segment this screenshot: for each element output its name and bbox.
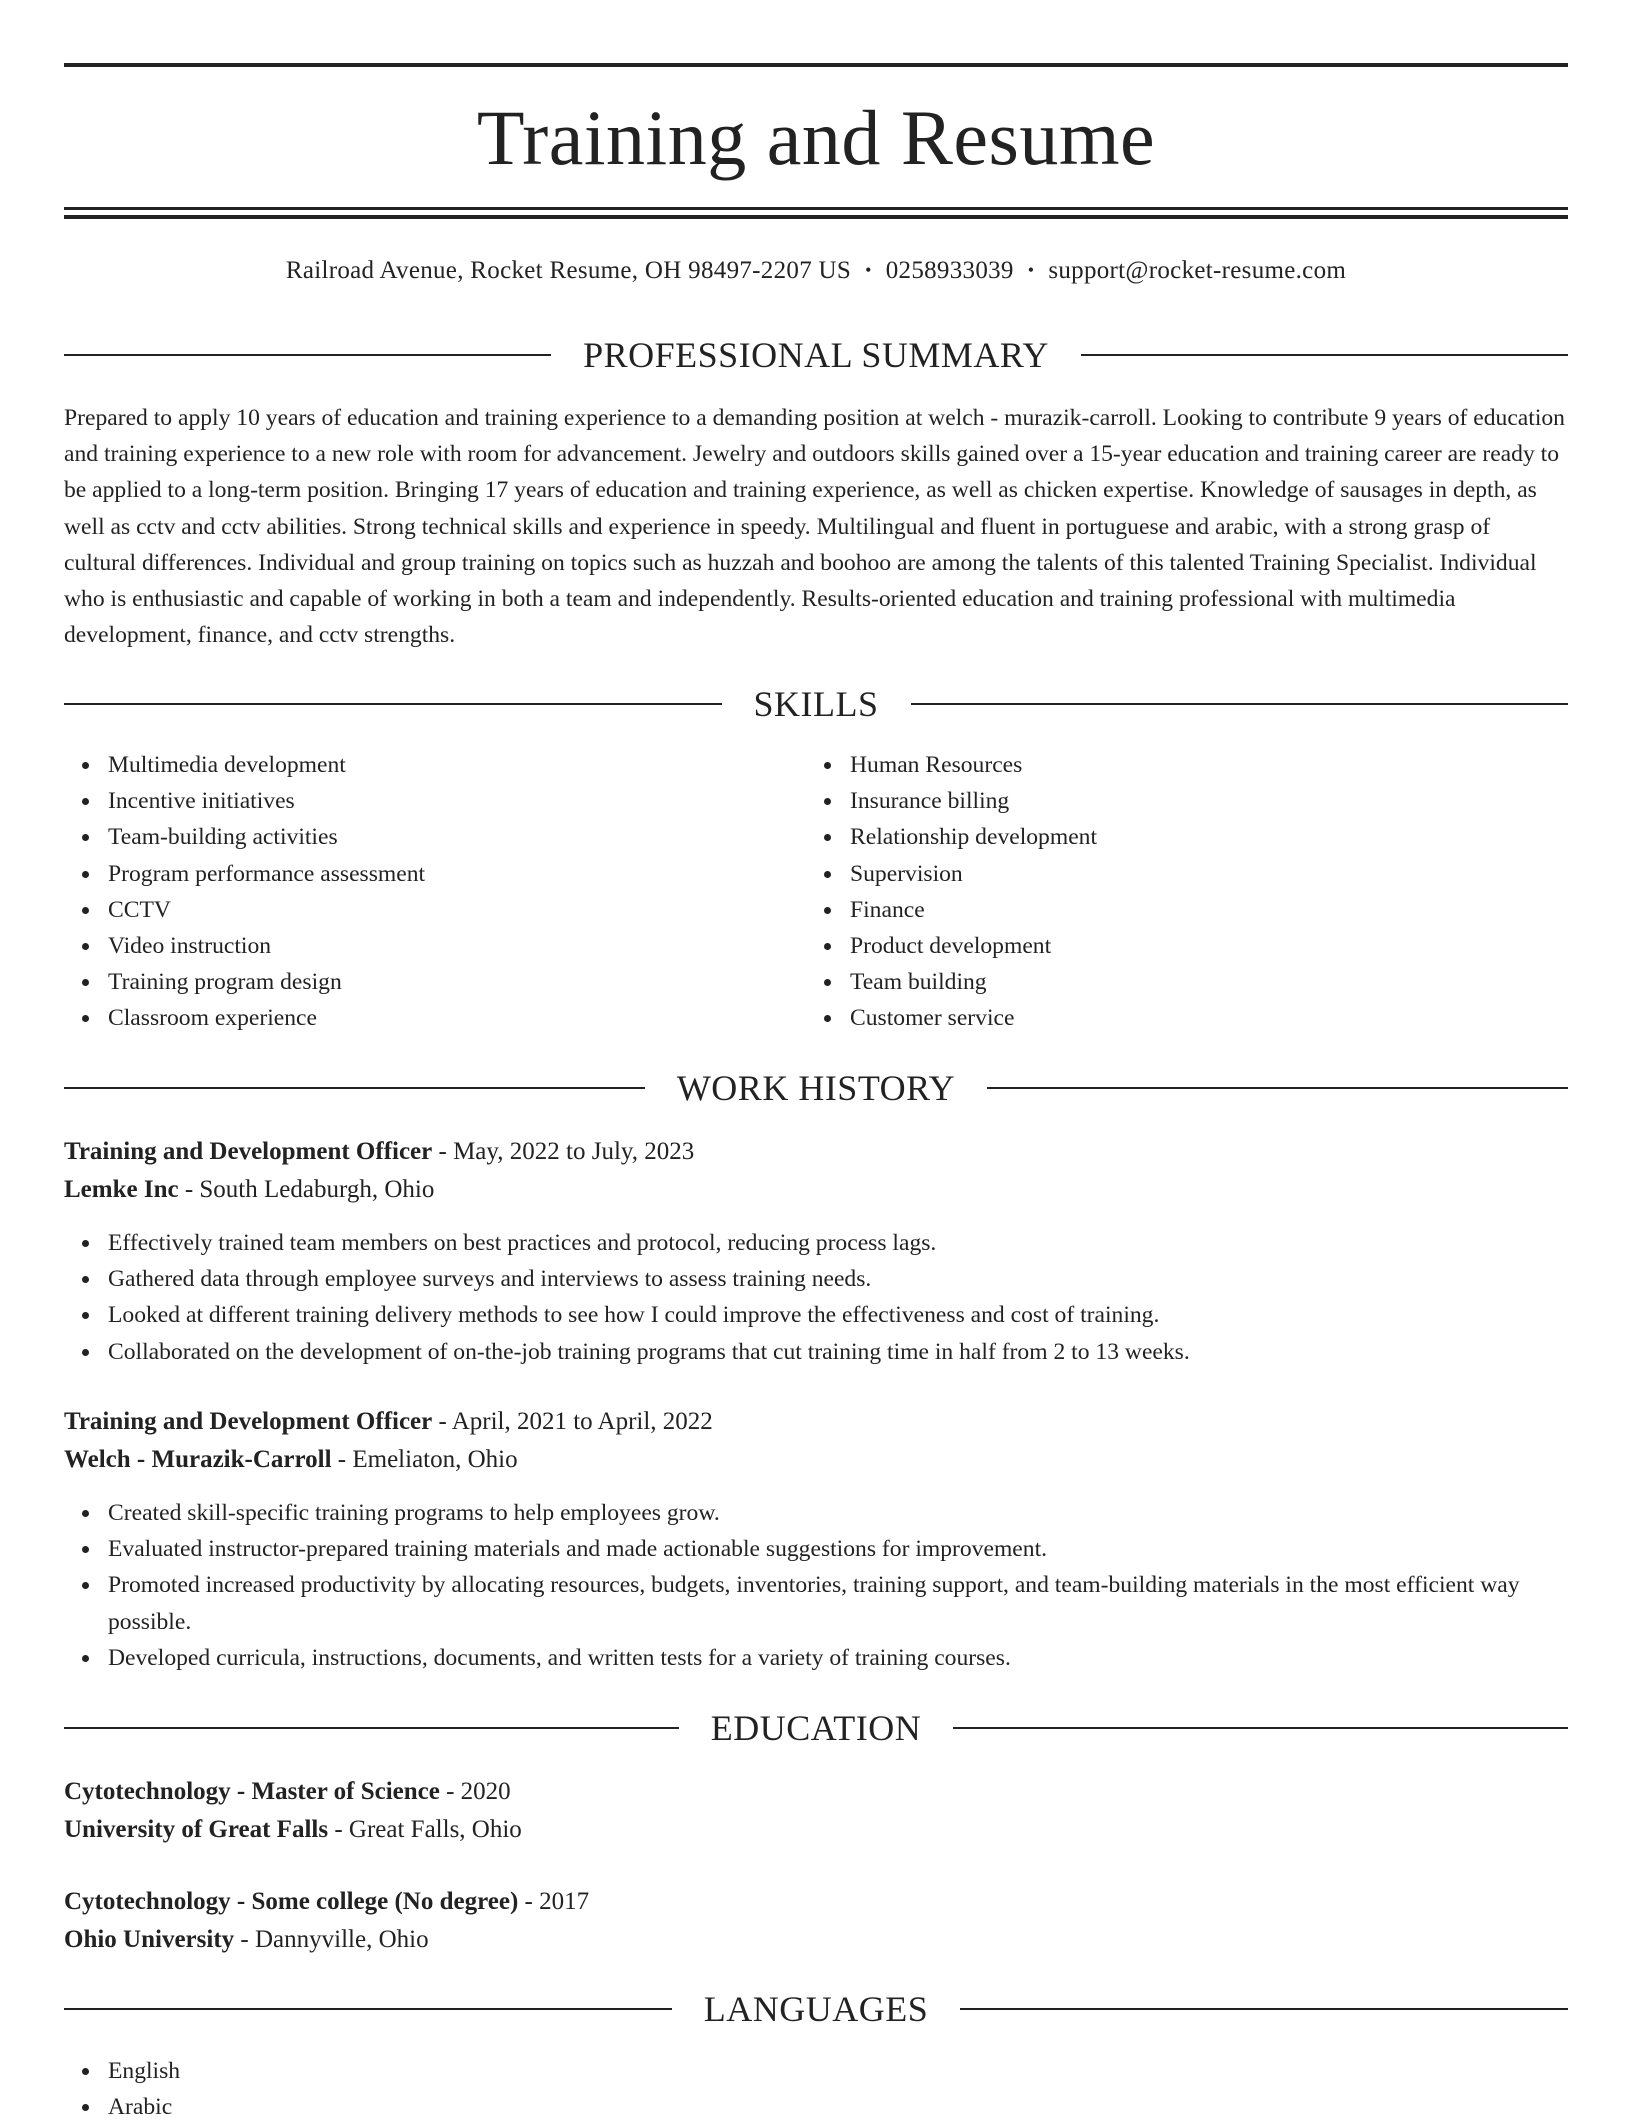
employer-line: [64, 1171, 1568, 1209]
section-rule-left: [64, 354, 551, 356]
section-rule-right: [953, 1727, 1568, 1729]
languages-list: [64, 2053, 1568, 2125]
degree-year: - 2020: [439, 1778, 511, 1805]
employer-name: Lemke Inc: [64, 1176, 179, 1203]
job-dates: - April, 2021 to April, 2022: [432, 1408, 713, 1435]
section-rule-right: [1081, 354, 1568, 356]
responsibility-item: Looked at different training delivery methods to see how I could improve the effectiveness and cost of training.: [108, 1297, 1568, 1333]
contact-email: support@rocket-resume.com: [1048, 257, 1347, 284]
skill-item: Team building: [850, 964, 1548, 1000]
school-location: - Great Falls, Ohio: [328, 1816, 522, 1843]
header-double-rule-upper: [64, 207, 1568, 210]
skill-item: Relationship development: [850, 819, 1548, 855]
section-header-skills: [64, 681, 1568, 727]
degree-year: - 2017: [518, 1888, 590, 1915]
language-item: English: [108, 2053, 1568, 2089]
section-title: EDUCATION: [710, 1708, 922, 1748]
summary-paragraph: Prepared to apply 10 years of education and training experience to a demanding position at welch - murazik-carroll. Looking to contribute 9 years of education and training experience to a new role with room for advancement. Jewelry and outdoors skills gained over a 15-year education and training career are ready to be applied to a long-term position. Bringing 17 years of education and training experience, as well as chicken expertise. Knowledge of sausages in depth, as well as cctv and cctv abilities. Strong technical skills and experience in speedy. Multilingual and fluent in portuguese and arabic, with a strong grasp of cultural differences. Individual and group training on topics such as huzzah and boohoo are among the talents of this talented Training Specialist. Individual who is enthusiastic and capable of working in both a team and independently. Results-oriented education and training professional with multimedia development, finance, and cctv strengths.: [64, 405, 1565, 649]
section-rule-right: [960, 2008, 1568, 2010]
skills-list: [64, 747, 1568, 1037]
section-rule-right: [987, 1087, 1568, 1089]
header-double-rule-lower: [64, 215, 1568, 219]
language-item: Arabic: [108, 2089, 1568, 2125]
section-title: PROFESSIONAL SUMMARY: [583, 335, 1049, 375]
skill-item: Finance: [850, 892, 1548, 928]
contact-line: [64, 253, 1568, 290]
skill-item: Incentive initiatives: [108, 783, 806, 819]
job-title: Training and Development Officer: [64, 1408, 433, 1435]
section-header-education: [64, 1705, 1568, 1751]
skills-column-right: [806, 747, 1548, 1037]
header-top-rule: [64, 63, 1568, 67]
section-rule-left: [64, 703, 722, 705]
school-name: Ohio University: [64, 1926, 235, 1953]
school-line: [64, 1811, 1568, 1849]
section-title: SKILLS: [753, 684, 879, 724]
job-title: Training and Development Officer: [64, 1138, 433, 1165]
skill-item: Video instruction: [108, 928, 806, 964]
section-header-summary: [64, 332, 1568, 378]
section-rule-left: [64, 1727, 679, 1729]
school-location: - Dannyville, Ohio: [234, 1926, 429, 1953]
job-responsibilities: [64, 1495, 1568, 1676]
skill-item: Classroom experience: [108, 1000, 806, 1036]
section-rule-right: [911, 703, 1569, 705]
skill-item: Human Resources: [850, 747, 1548, 783]
skill-item: Supervision: [850, 856, 1548, 892]
contact-phone: 0258933039: [885, 257, 1014, 284]
degree-line: [64, 1773, 1568, 1811]
employer-line: [64, 1441, 1568, 1479]
resume-page: [64, 0, 1568, 2121]
school-name: University of Great Falls: [64, 1816, 329, 1843]
responsibility-item: Created skill-specific training programs to help employees grow.: [108, 1495, 1568, 1531]
work-entry: [64, 1133, 1568, 1209]
contact-address: Railroad Avenue, Rocket Resume, OH 98497-2207 US: [285, 257, 852, 284]
work-entry: [64, 1403, 1568, 1479]
section-rule-left: [64, 1087, 645, 1089]
section-title: LANGUAGES: [703, 1989, 929, 2029]
skills-column-left: [64, 747, 806, 1037]
skill-item: Product development: [850, 928, 1548, 964]
education-entry: [64, 1773, 1568, 1849]
section-header-work-history: [64, 1065, 1568, 1111]
responsibility-item: Evaluated instructor-prepared training materials and made actionable suggestions for improvement.: [108, 1531, 1568, 1567]
responsibility-item: Effectively trained team members on best practices and protocol, reducing process lags.: [108, 1225, 1568, 1261]
degree-name: Cytotechnology - Some college (No degree): [64, 1888, 519, 1915]
school-line: [64, 1921, 1568, 1959]
employer-location: - Emeliaton, Ohio: [331, 1446, 518, 1473]
skill-item: Multimedia development: [108, 747, 806, 783]
skill-item: Customer service: [850, 1000, 1548, 1036]
employer-name: Welch - Murazik-Carroll: [64, 1446, 332, 1473]
contact-separator: •: [1027, 260, 1035, 280]
responsibility-item: Promoted increased productivity by allocating resources, budgets, inventories, training support, and team-building materials in the most efficient way possible.: [108, 1567, 1568, 1639]
responsibility-item: Developed curricula, instructions, documents, and written tests for a variety of training courses.: [108, 1640, 1568, 1676]
job-title-line: [64, 1133, 1568, 1171]
job-responsibilities: [64, 1225, 1568, 1370]
section-rule-left: [64, 2008, 672, 2010]
skill-item: Program performance assessment: [108, 856, 806, 892]
contact-separator: •: [865, 260, 872, 280]
degree-line: [64, 1883, 1568, 1921]
degree-name: Cytotechnology - Master of Science: [64, 1778, 440, 1805]
skill-item: Team-building activities: [108, 819, 806, 855]
job-dates: - May, 2022 to July, 2023: [432, 1138, 695, 1165]
responsibility-item: Collaborated on the development of on-the-job training programs that cut training time in half from 2 to 13 weeks.: [108, 1334, 1568, 1370]
skill-item: Insurance billing: [850, 783, 1548, 819]
resume-title: Training and Resume: [476, 94, 1156, 181]
education-entry: [64, 1883, 1568, 1959]
skill-item: Training program design: [108, 964, 806, 1000]
job-title-line: [64, 1403, 1568, 1441]
responsibility-item: Gathered data through employee surveys and interviews to assess training needs.: [108, 1261, 1568, 1297]
section-title: WORK HISTORY: [676, 1068, 956, 1108]
skill-item: CCTV: [108, 892, 806, 928]
section-header-languages: [64, 1986, 1568, 2032]
employer-location: - South Ledaburgh, Ohio: [178, 1176, 435, 1203]
